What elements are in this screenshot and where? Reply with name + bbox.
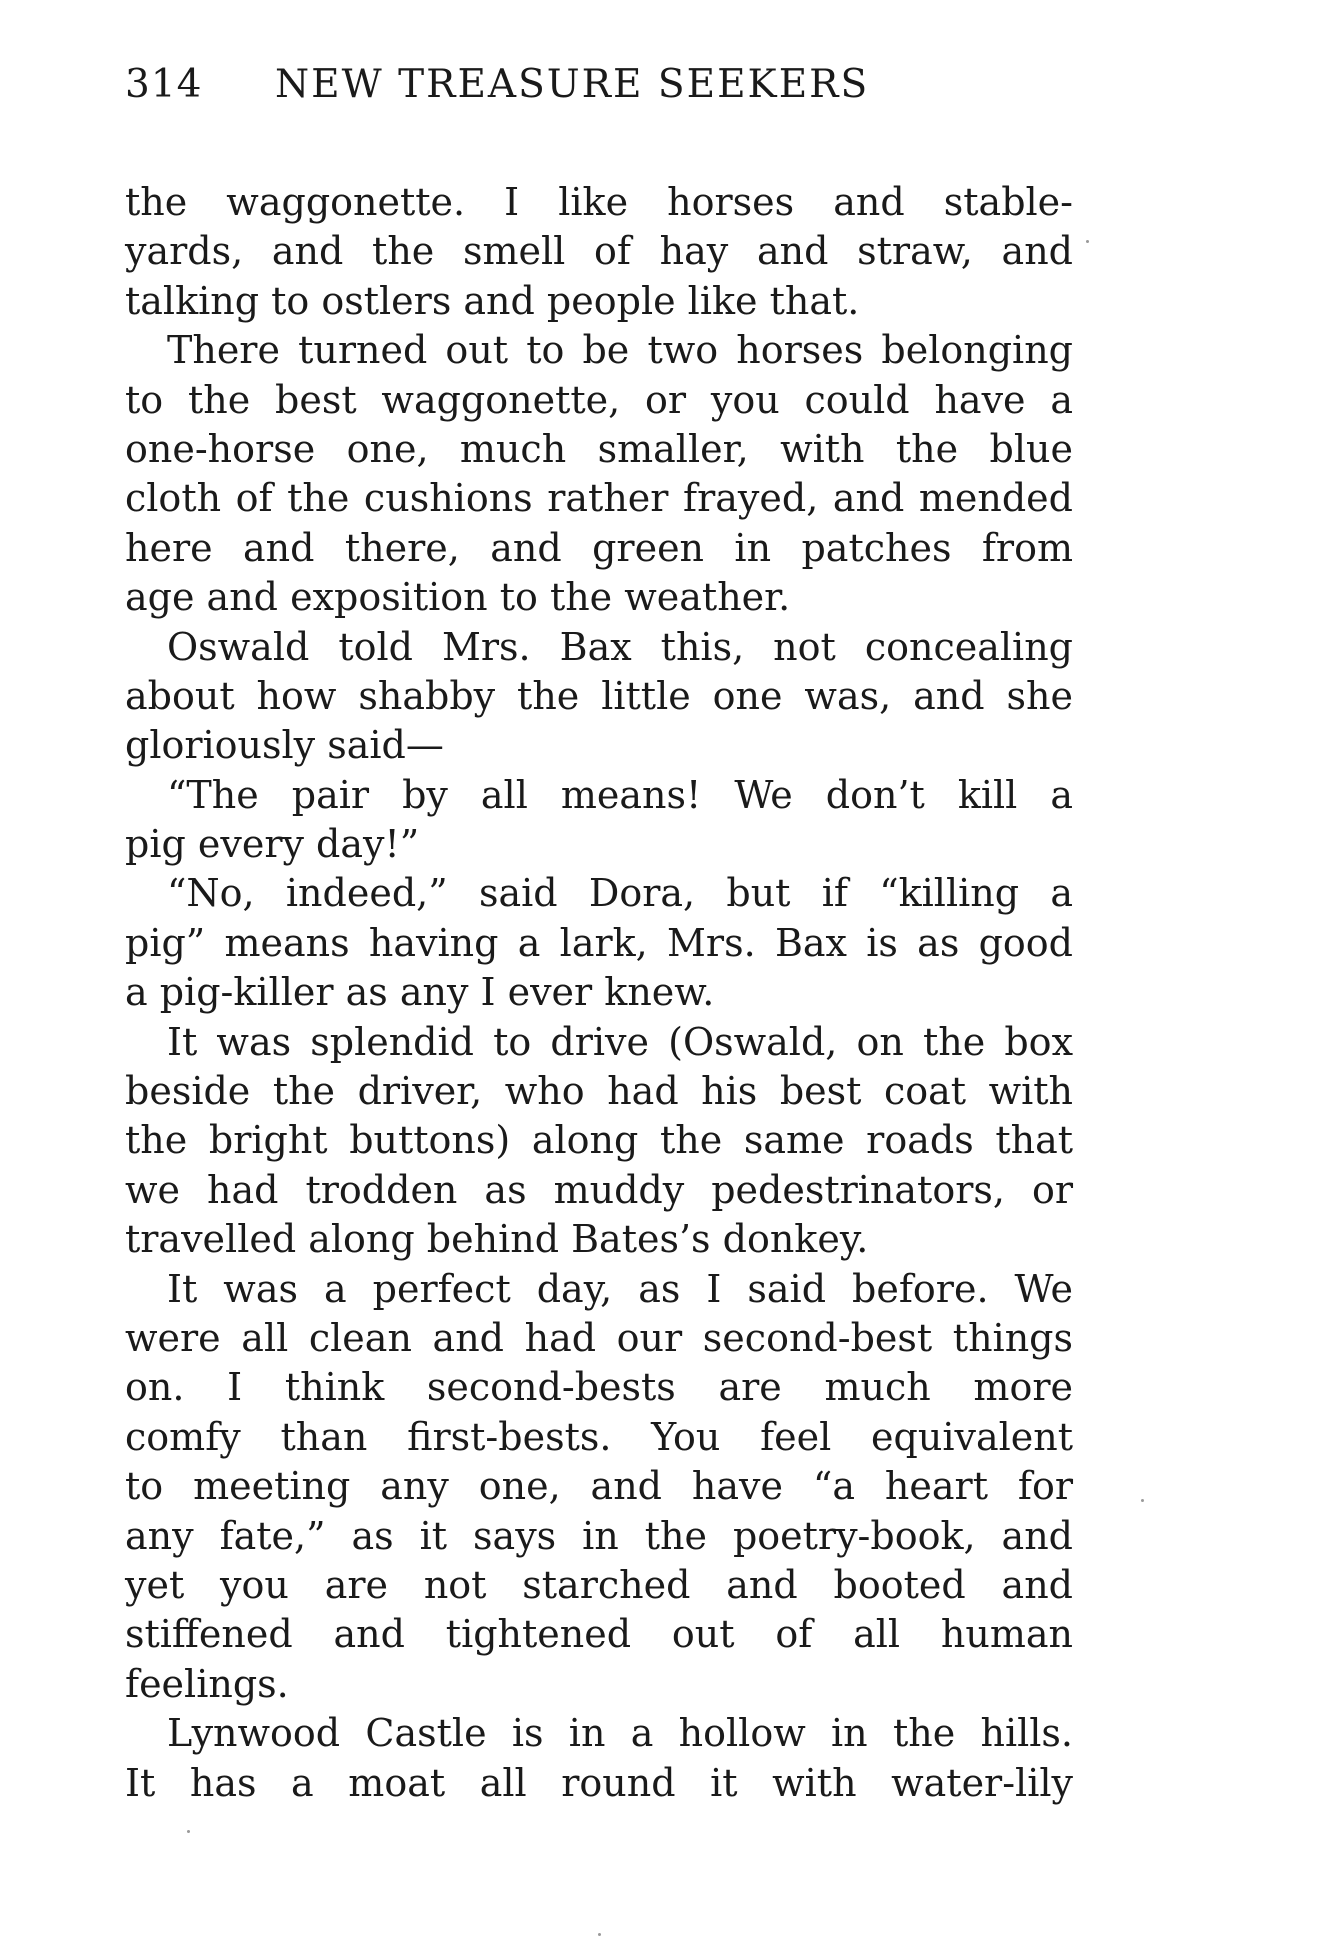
text-line: beside the driver, who had his best coat with [125,1069,1073,1114]
text-line: yards, and the smell of hay and straw, and [125,229,1073,274]
text-line: feelings. [125,1661,289,1706]
text-line: There turned out to be two horses belonging [167,328,1073,373]
text-line: stiffened and tightened out of all human [125,1612,1073,1657]
text-line: travelled along behind Bates’s donkey. [125,1217,869,1262]
text-line: here and there, and green in patches from [125,525,1073,570]
text-line: were all clean and had our second-best things [125,1315,1073,1360]
text-line: to the best waggonette, or you could have a [125,377,1073,422]
text-line: age and exposition to the weather. [125,575,791,620]
text-line: pig every day!” [125,822,420,867]
text-line: It has a moat all round it with water-lily [125,1760,1073,1805]
text-line: about how shabby the little one was, and she [125,673,1073,718]
text-line: “The pair by all means! We don’t kill a [167,772,1073,817]
text-line: gloriously said— [125,723,444,768]
running-title: NEW TREASURE SEEKERS [275,62,870,107]
text-line: Oswald told Mrs. Bax this, not concealing [167,624,1073,669]
text-line: talking to ostlers and people like that. [125,278,860,323]
text-line: we had trodden as muddy pedestrinators, or [125,1167,1073,1212]
text-line: a pig-killer as any I ever knew. [125,970,715,1015]
paper-speck [1086,240,1089,243]
running-header [125,62,1073,122]
book-page [125,62,1073,1808]
text-line: the bright buttons) along the same roads that [125,1118,1073,1163]
text-line: It was a perfect day, as I said before. We [167,1266,1073,1311]
text-line: on. I think second-bests are much more [125,1365,1073,1410]
paper-speck [187,1830,190,1833]
body-text [125,178,1073,1808]
paper-speck [598,1933,601,1936]
text-line: cloth of the cushions rather frayed, and mended [125,476,1073,521]
text-line: “No, indeed,” said Dora, but if “killing a [167,871,1073,916]
text-line: comfy than first-bests. You feel equivalent [125,1414,1073,1459]
text-line: pig” means having a lark, Mrs. Bax is as good [125,920,1073,965]
text-line: It was splendid to drive (Oswald, on the box [167,1019,1073,1064]
paper-speck [1141,1499,1144,1502]
page-number: 314 [125,62,203,107]
text-line: any fate,” as it says in the poetry-book, and [125,1513,1073,1558]
text-line: to meeting any one, and have “a heart for [125,1464,1073,1509]
text-line: Lynwood Castle is in a hollow in the hills. [167,1711,1073,1756]
text-line: one-horse one, much smaller, with the blue [125,426,1073,471]
text-line: the waggonette. I like horses and stable- [125,180,1073,224]
text-line: yet you are not starched and booted and [125,1562,1073,1607]
